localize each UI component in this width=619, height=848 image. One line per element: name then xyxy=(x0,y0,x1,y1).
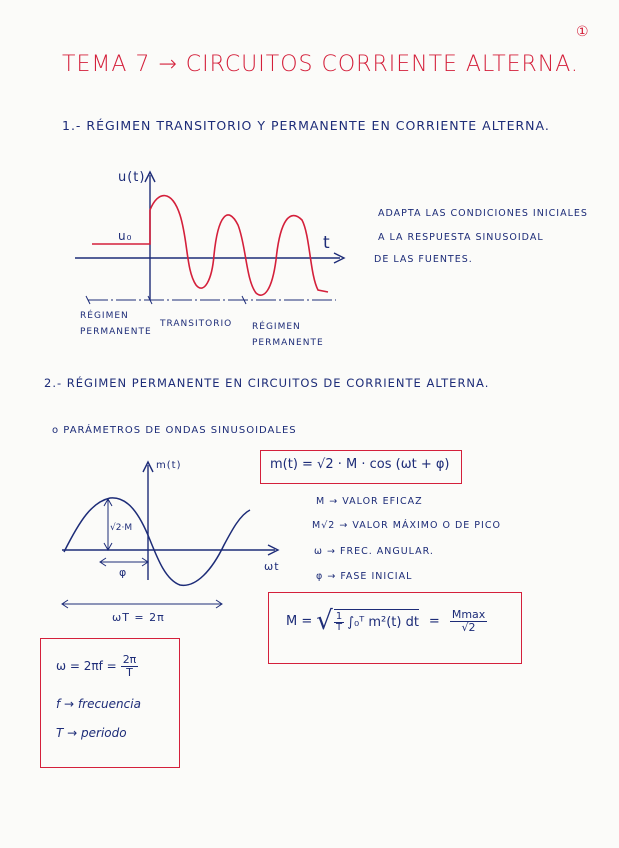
def-meaning: VALOR MÁXIMO O DE PICO xyxy=(352,520,501,531)
graph2-phase-label: φ xyxy=(119,566,128,579)
rms-frac-den: T xyxy=(335,622,343,633)
region-label-3: RÉGIMEN PERMANENTE xyxy=(252,322,324,348)
period-line: T → periodo xyxy=(56,726,127,740)
definition-row-2 xyxy=(312,520,501,531)
def-meaning: FASE INICIAL xyxy=(340,571,413,582)
page-number: ① xyxy=(576,24,589,40)
graph2-y-label: m(t) xyxy=(156,460,182,471)
def-meaning: FREC. ANGULAR. xyxy=(340,546,434,557)
graph2-curve xyxy=(64,498,250,585)
region-label-2: TRANSITORIO xyxy=(160,319,233,329)
definition-row-1 xyxy=(316,496,423,507)
def-arrow: → xyxy=(327,546,336,557)
definition-row-3 xyxy=(314,546,434,557)
frequency-line: f → frecuencia xyxy=(56,697,141,711)
def-symbol: ω xyxy=(314,546,323,557)
graph2-amp-label: √2·M xyxy=(110,523,133,533)
def-arrow: → xyxy=(329,496,339,507)
omega-lhs: ω = 2πf = xyxy=(56,659,117,674)
section1-note-line-1: ADAPTA LAS CONDICIONES INICIALES xyxy=(378,208,588,219)
def-arrow: → xyxy=(327,571,337,582)
graph1-level-label: u₀ xyxy=(118,229,133,243)
def-symbol: M xyxy=(316,496,326,507)
section1-note-line-2: A LA RESPUESTA SINUSOIDAL xyxy=(378,232,544,243)
def-arrow: → xyxy=(339,520,349,531)
definition-row-4 xyxy=(316,571,412,582)
rms-frac-num: 1 xyxy=(335,610,343,622)
def-meaning: VALOR EFICAZ xyxy=(342,496,423,507)
formula-main: m(t) = √2 · M · cos (ωt + φ) xyxy=(270,457,450,472)
rms-eq: = xyxy=(428,613,440,629)
section1-heading: 1.- RÉGIMEN TRANSITORIO Y PERMANENTE EN CORRIENTE ALTERNA. xyxy=(62,118,550,133)
page-title: TEMA 7 → CIRCUITOS CORRIENTE ALTERNA. xyxy=(62,52,579,77)
region-label-1: RÉGIMEN PERMANENTE xyxy=(80,311,152,337)
omega-num: 2π xyxy=(122,653,137,666)
section2-heading: 2.- RÉGIMEN PERMANENTE EN CIRCUITOS DE CORRIENTE ALTERNA. xyxy=(44,376,490,390)
section1-note-line-3: DE LAS FUENTES. xyxy=(374,254,473,265)
rms-rhs-num: Mmax xyxy=(451,607,486,621)
graph2-x-label: ωt xyxy=(264,560,280,573)
graph2-period-label: ωT = 2π xyxy=(112,611,165,624)
rms-formula: M = √ $\frac{1}{T}$ ∫₀ᵀ m²(t) dt = $\frac{Mmax}{√2}$ xyxy=(286,606,486,636)
graph1-y-label: u(t) xyxy=(118,170,146,185)
section2-subheading: o PARÁMETROS DE ONDAS SINUSOIDALES xyxy=(52,425,297,436)
rms-lhs: M = xyxy=(286,613,313,629)
graph1-x-label: t xyxy=(323,233,331,253)
omega-den: T xyxy=(126,665,133,679)
rms-integral: ∫₀ᵀ m²(t) dt xyxy=(347,615,419,630)
omega-formula xyxy=(56,654,138,678)
rms-rhs-den: √2 xyxy=(461,620,476,634)
def-symbol: M√2 xyxy=(312,520,336,531)
def-symbol: φ xyxy=(316,571,324,582)
